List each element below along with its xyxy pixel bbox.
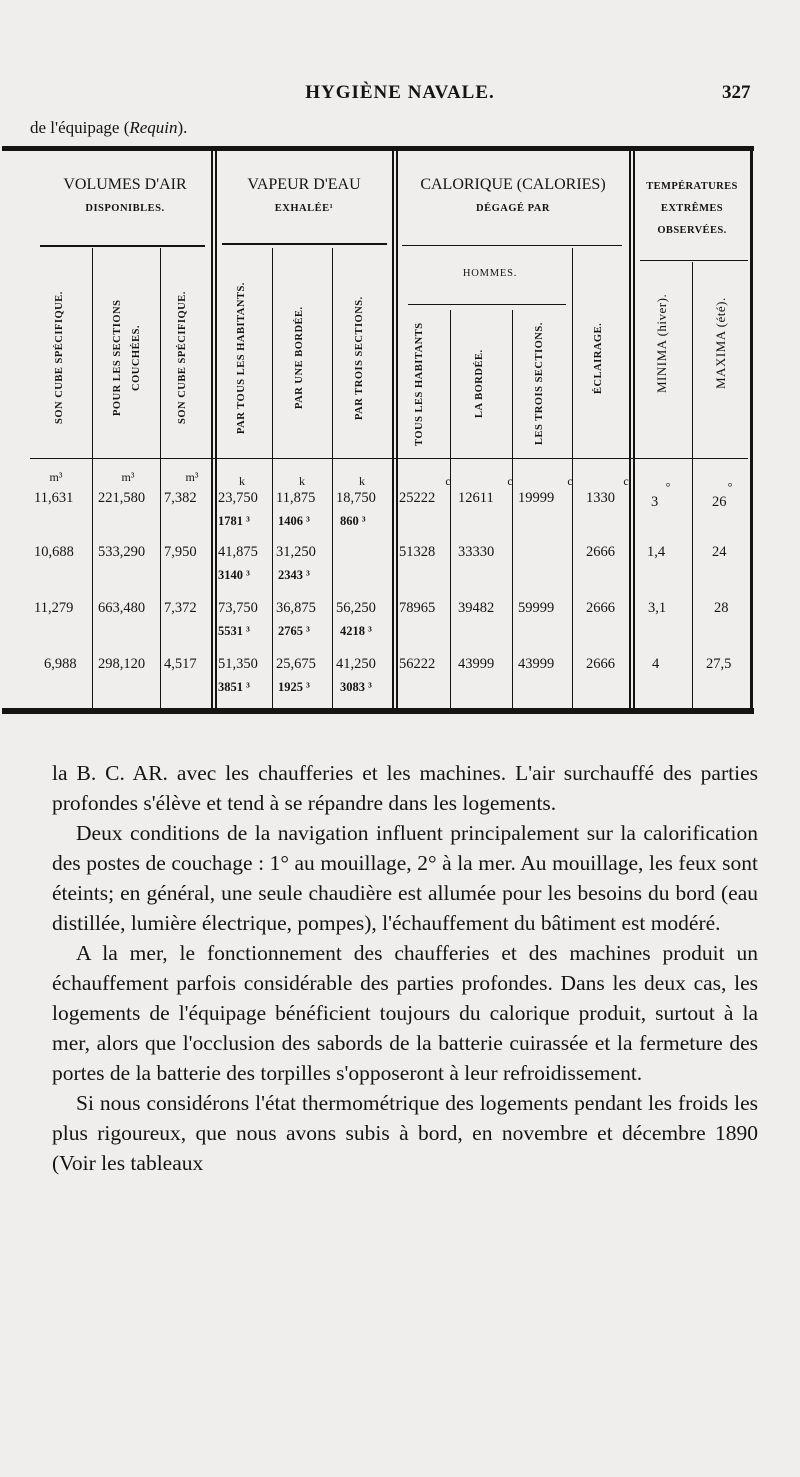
group-underline	[408, 304, 566, 305]
group-divider	[633, 150, 635, 708]
unit-col-1: m³	[49, 470, 63, 484]
col-label-son-cube-1: SON CUBE SPÉCIFIQUE.	[54, 291, 65, 425]
table-right-border	[750, 150, 753, 712]
cell: 31,250	[276, 544, 316, 560]
sub-cell: 2765 ³	[278, 624, 310, 638]
sub-cell: 860 ³	[340, 514, 366, 528]
cell: 4,517	[164, 656, 197, 672]
cell: 56222	[399, 656, 436, 672]
group-volumes-air	[40, 176, 210, 218]
unit-col-11: °	[665, 480, 671, 494]
cell: 59999	[518, 600, 555, 616]
cell: 26	[712, 494, 727, 510]
cell: 36,875	[276, 600, 316, 616]
cell: 28	[714, 600, 729, 616]
group-volumes-title: VOLUMES D'AIR	[63, 176, 187, 193]
unit-col-10: c	[623, 474, 629, 488]
col-label-cal-trois-sections: LES TROIS SECTIONS.	[534, 322, 545, 446]
unit-col-4: k	[239, 474, 245, 488]
table-top-rule	[2, 146, 754, 151]
unit-col-2: m³	[121, 470, 135, 484]
unit-col-9: c	[567, 474, 573, 488]
cell: 43999	[518, 656, 555, 672]
cell: 78965	[399, 600, 436, 616]
unit-col-12: °	[727, 480, 733, 494]
cell: 25222	[399, 490, 436, 506]
cell: 73,750	[218, 600, 258, 616]
paragraph: Si nous considérons l'état thermométrique des logements pendant les froids les plus rigoureux, que nous avons subis à bord, en novembre et décembre 1890 (Voir les tableaux	[52, 1091, 758, 1175]
subgroup-hommes: HOMMES.	[462, 268, 518, 279]
sub-cell: 3140 ³	[218, 568, 250, 582]
column-divider	[512, 310, 513, 708]
group-calorique-sub: DÉGAGÉ PAR	[476, 203, 550, 214]
cell: 533,290	[98, 544, 146, 560]
unit-col-7: c	[445, 474, 451, 488]
cell: 41,250	[336, 656, 376, 672]
group-underline	[402, 245, 622, 246]
caption-suffix: ).	[177, 118, 188, 137]
col-label-une-bordee: PAR UNE BORDÉE.	[294, 306, 305, 410]
paragraph: Deux conditions de la navigation influent principalement sur la calorification des postes de couchage : 1° au mouillage, 2° à la mer. Au mouillage, les feux sont éteints; en général, une seule chaudière est allumée pour les besoins du bord (eau distillée, lumière électrique, pompes), l'échauffement du bâtiment est modéré.	[52, 821, 758, 935]
column-divider	[92, 248, 93, 708]
group-underline	[640, 260, 748, 261]
group-divider	[396, 150, 398, 708]
cell: 39482	[458, 600, 495, 616]
col-label-eclairage: ÉCLAIRAGE.	[593, 322, 604, 394]
cell: 51328	[399, 544, 436, 560]
cell: 24	[712, 544, 727, 560]
cell: 1,4	[647, 544, 666, 560]
group-divider	[392, 150, 394, 708]
group-vapeur-title: VAPEUR D'EAU	[247, 176, 361, 193]
col-label-cal-bordee: LA BORDÉE.	[474, 349, 485, 419]
cell: 11,875	[276, 490, 316, 506]
sub-cell: 2343 ³	[278, 568, 310, 582]
cell: 7,372	[164, 600, 197, 616]
col-label-cal-tous-habitants: TOUS LES HABITANTS	[414, 322, 425, 446]
group-calorique	[398, 176, 628, 218]
caption-prefix: de l'équipage (	[30, 118, 130, 137]
group-temperatures	[636, 176, 748, 242]
group-volumes-sub: DISPONIBLES.	[85, 203, 165, 214]
cell: 1330	[586, 490, 615, 506]
cell: 33330	[458, 544, 495, 560]
table-caption	[30, 118, 187, 138]
col-label-tous-habitants: PAR TOUS LES HABITANTS.	[236, 282, 247, 434]
unit-col-8: c	[507, 474, 513, 488]
sub-cell: 3851 ³	[218, 680, 250, 694]
col-label-son-cube-2: SON CUBE SPÉCIFIQUE.	[177, 291, 188, 425]
group-temp-line1: TEMPÉRATURES	[646, 181, 738, 192]
cell: 25,675	[276, 656, 316, 672]
cell: 19999	[518, 490, 555, 506]
group-calorique-title: CALORIQUE (CALORIES)	[420, 176, 606, 193]
sub-cell: 3083 ³	[340, 680, 372, 694]
body-text	[52, 758, 758, 1178]
cell: 298,120	[98, 656, 146, 672]
group-vapeur-sub: EXHALÉE¹	[274, 203, 334, 214]
cell: 23,750	[218, 490, 258, 506]
column-divider	[450, 310, 451, 708]
cell: 6,988	[44, 656, 77, 672]
cell: 56,250	[336, 600, 376, 616]
cell: 51,350	[218, 656, 258, 672]
paragraph: la B. C. AR. avec les chaufferies et les machines. L'air surchauffé des parties profondes s'élève et tend à se répandre dans les logements.	[52, 761, 758, 815]
cell: 43999	[458, 656, 495, 672]
group-underline	[40, 245, 205, 247]
sub-cell: 1406 ³	[278, 514, 310, 528]
cell: 2666	[586, 600, 615, 616]
cell: 4	[652, 656, 660, 672]
col-label-minima: MINIMA (hiver).	[654, 293, 669, 393]
cell: 2666	[586, 544, 615, 560]
paragraph: A la mer, le fonctionnement des chaufferies et des machines produit un échauffement parfois considérable des parties profondes. Dans les deux cas, les logements de l'équipage bénéficient toujours du calorique produit, surtout à la mer, alors que l'occlusion des sabords de la batterie cuirassée et la fermeture des portes de la batterie des torpilles s'opposeront à leur refroidissement.	[52, 941, 758, 1085]
running-header: HYGIÈNE NAVALE.	[305, 82, 495, 103]
cell: 12611	[458, 490, 494, 506]
col-label-sections-couchees	[108, 268, 148, 448]
group-temp-line3: OBSERVÉES.	[657, 225, 727, 236]
cell: 10,688	[34, 544, 74, 560]
cell: 11,279	[34, 600, 74, 616]
group-divider	[629, 150, 631, 708]
cell: 221,580	[98, 490, 146, 506]
col-label-maxima: MAXIMA (été).	[713, 297, 728, 389]
header-underline	[30, 458, 748, 459]
cell: 663,480	[98, 600, 146, 616]
sub-cell: 1925 ³	[278, 680, 310, 694]
col-label-trois-sections: PAR TROIS SECTIONS.	[354, 296, 365, 420]
cell: 2666	[586, 656, 615, 672]
caption-ship-name: Requin	[129, 118, 178, 137]
page-number: 327	[722, 82, 751, 103]
sub-cell: 4218 ³	[340, 624, 372, 638]
cell: 3	[651, 494, 659, 510]
unit-col-5: k	[299, 474, 305, 488]
cell: 7,382	[164, 490, 197, 506]
group-vapeur	[218, 176, 390, 218]
cell: 3,1	[648, 600, 667, 616]
unit-col-6: k	[359, 474, 365, 488]
col-label-sections-couchees-text: POUR LES SECTIONS COUCHÉES.	[112, 299, 142, 417]
table-bottom-rule	[2, 708, 754, 714]
group-underline	[222, 243, 387, 245]
group-temp-line2: EXTRÊMES	[660, 203, 724, 214]
cell: 18,750	[336, 490, 376, 506]
sub-cell: 5531 ³	[218, 624, 250, 638]
sub-cell: 1781 ³	[218, 514, 250, 528]
cell: 11,631	[34, 490, 74, 506]
cell: 7,950	[164, 544, 197, 560]
cell: 27,5	[706, 656, 732, 672]
unit-col-3: m³	[185, 470, 199, 484]
cell: 41,875	[218, 544, 258, 560]
